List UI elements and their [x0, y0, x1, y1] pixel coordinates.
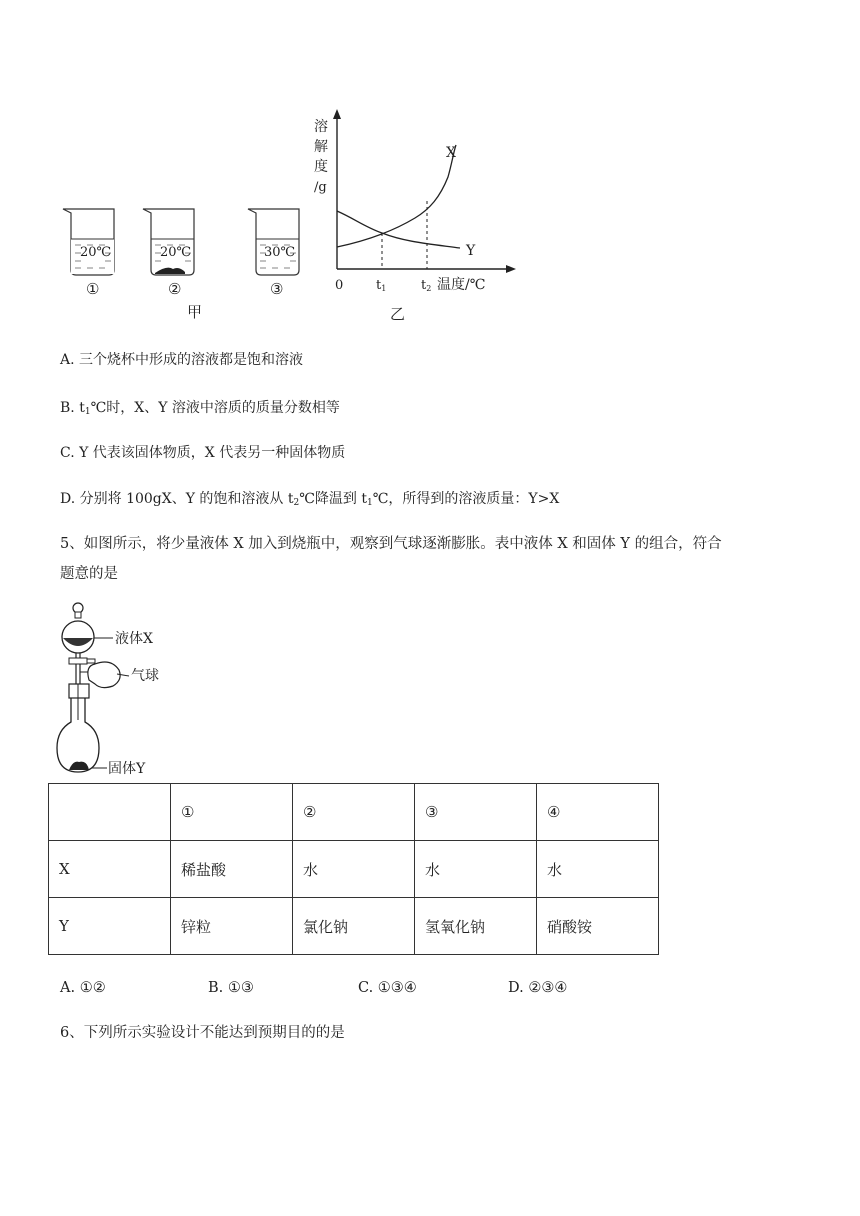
- solid-y-label: 固体Y: [108, 761, 146, 777]
- table-cell: ④: [537, 784, 659, 841]
- beaker-3-label: ③: [270, 280, 284, 298]
- q5-stem-line1: 5、如图所示，将少量液体 X 加入到烧瓶中，观察到气球逐渐膨胀。表中液体 X 和固体 Y 的组合，符合: [60, 536, 722, 552]
- q5-apparatus-figure: [55, 600, 185, 780]
- y-axis-arrow: [333, 109, 341, 119]
- t2-label: t2: [421, 278, 432, 293]
- beaker-1: [63, 209, 114, 298]
- ylabel-4: /g: [314, 180, 327, 195]
- curve-y-label: Y: [466, 243, 476, 259]
- beaker-2-label: ②: [168, 280, 182, 298]
- figure-jia-caption: 甲: [187, 303, 203, 321]
- q5-option-a[interactable]: A. ①②: [60, 980, 106, 996]
- figure-jia-beakers: [55, 195, 325, 325]
- q6-stem: 6、下列所示实验设计不能达到预期目的的是: [60, 1025, 345, 1041]
- t1-label: t1: [376, 278, 387, 293]
- separatory-funnel: [62, 621, 94, 653]
- curve-x-label: X: [446, 145, 456, 161]
- undissolved-solid: [155, 268, 185, 274]
- table-cell: 氢氧化钠: [415, 898, 537, 955]
- x-axis-label: 温度/℃: [437, 277, 486, 293]
- flask-stopper: [69, 684, 89, 698]
- curve-x: [337, 145, 456, 247]
- ylabel-1: 溶: [314, 119, 328, 135]
- table-cell: 水: [293, 841, 415, 898]
- table-header-row: [49, 784, 659, 841]
- table-cell: X: [49, 841, 171, 898]
- ylabel-2: 解: [314, 139, 328, 155]
- beaker-1-label: ①: [86, 280, 100, 298]
- beaker-1-temp: 20℃: [80, 245, 112, 260]
- table-cell: 水: [415, 841, 537, 898]
- table-cell: 硝酸铵: [537, 898, 659, 955]
- balloon-label: 气球: [131, 668, 159, 684]
- q5-combination-table: [48, 783, 659, 955]
- q5-option-b[interactable]: B. ①③: [208, 980, 254, 996]
- beaker-2-temp: 20℃: [160, 245, 192, 260]
- figure-yi-caption: 乙: [390, 305, 406, 323]
- beaker-3: [248, 209, 299, 298]
- table-cell: [49, 784, 171, 841]
- table-cell: ②: [293, 784, 415, 841]
- q5-stem-line2: 题意的是: [60, 566, 118, 582]
- beaker-2: [143, 209, 194, 298]
- table-cell: Y: [49, 898, 171, 955]
- table-row-y: [49, 898, 659, 955]
- liquid-x-label: 液体X: [115, 631, 153, 647]
- q5-option-c[interactable]: C. ①③④: [358, 980, 417, 996]
- origin-label: 0: [335, 278, 344, 293]
- stopcock: [69, 658, 87, 664]
- x-axis-arrow: [506, 265, 516, 273]
- q4-option-d: D. 分别将 100gX、Y 的饱和溶液从 $t_2℃$降温到 $t_1℃$，所得到的溶液质量：Y>X: [60, 491, 560, 508]
- table-cell: 水: [537, 841, 659, 898]
- table-cell: 锌粒: [171, 898, 293, 955]
- q4-option-a: A. 三个烧杯中形成的溶液都是饱和溶液: [60, 352, 304, 368]
- q4-option-b: B. $t_1℃$时，X、Y 溶液中溶质的质量分数相等: [60, 400, 340, 417]
- table-cell: 稀盐酸: [171, 841, 293, 898]
- table-cell: ③: [415, 784, 537, 841]
- table-cell: ①: [171, 784, 293, 841]
- table-row-x: [49, 841, 659, 898]
- q4-option-c: C. Y 代表该固体物质，X 代表另一种固体物质: [60, 445, 346, 461]
- balloon: [88, 662, 120, 688]
- q5-option-d[interactable]: D. ②③④: [508, 980, 568, 996]
- figure-yi-solubility-graph: [300, 105, 530, 325]
- beaker-3-temp: 30℃: [264, 245, 296, 260]
- solid-y: [69, 762, 89, 770]
- ylabel-3: 度: [314, 159, 328, 175]
- table-cell: 氯化钠: [293, 898, 415, 955]
